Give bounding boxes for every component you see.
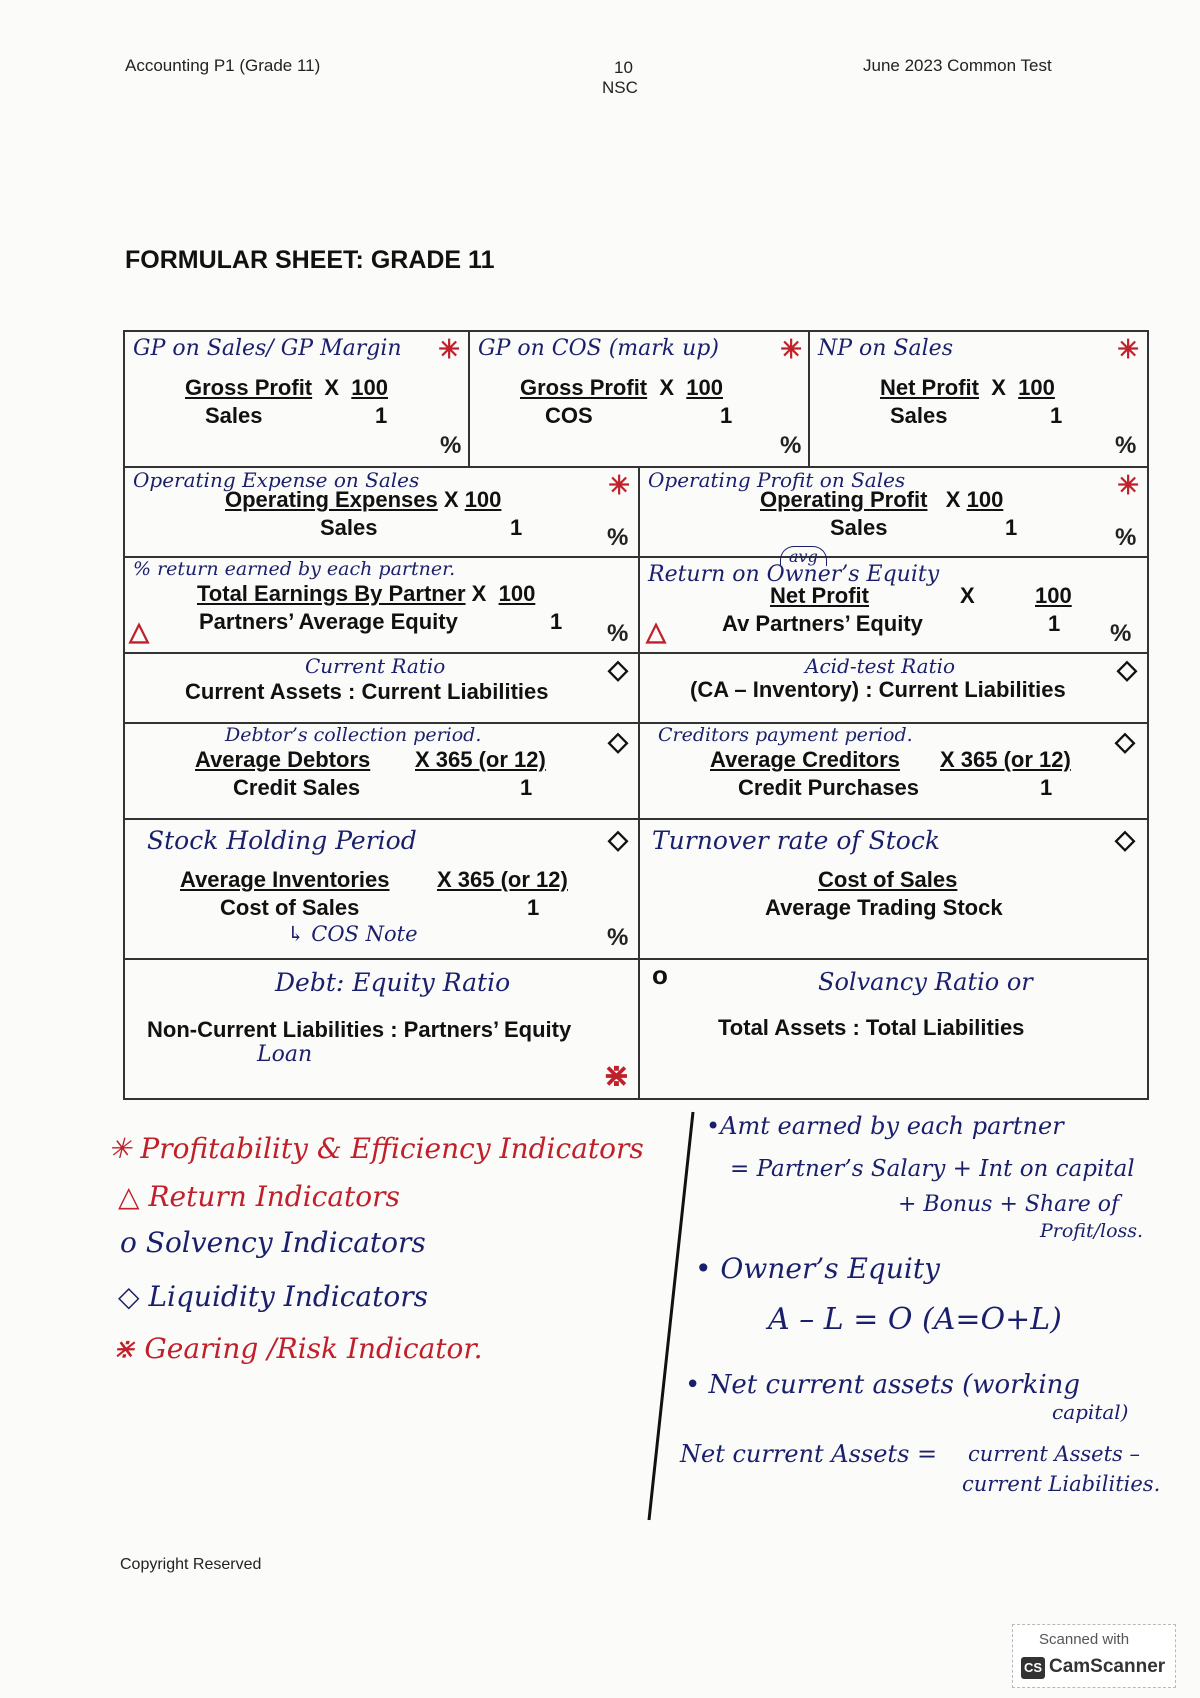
numerator: Total Earnings By Partner xyxy=(197,581,466,606)
numerator: Cost of Sales xyxy=(818,867,958,892)
solvency-icon: o xyxy=(120,1226,137,1259)
legend-text: Profitability & Efficiency Indicators xyxy=(140,1132,644,1165)
percent-mark: % xyxy=(607,620,629,647)
denominator: Credit Purchases xyxy=(738,775,919,800)
times: X xyxy=(945,487,961,512)
cell-label: Stock Holding Period xyxy=(147,826,417,855)
numerator: Net Profit xyxy=(880,375,979,400)
cell-label: Return on Owner’s Equity xyxy=(648,562,940,587)
multiplier: X 365 (or 12) xyxy=(415,747,546,772)
multiplier: 100 xyxy=(1035,583,1072,608)
legend-text: Return Indicators xyxy=(148,1180,400,1213)
one: 1 xyxy=(527,895,540,920)
multiplier: 100 xyxy=(1018,375,1055,400)
cell-label: NP on Sales xyxy=(818,336,953,361)
cell-label: Turnover rate of Stock xyxy=(652,826,940,855)
loan-note: Loan xyxy=(257,1042,313,1067)
return-icon: △ xyxy=(129,616,149,646)
times: X xyxy=(659,375,675,400)
formula: Total Assets : Total Liabilities xyxy=(718,1015,1025,1040)
page-number: 10 xyxy=(614,58,633,77)
camscanner-badge xyxy=(1012,1624,1176,1688)
copyright: Copyright Reserved xyxy=(120,1556,262,1573)
cell-label: Current Ratio xyxy=(305,654,446,678)
one: 1 xyxy=(1040,775,1053,800)
note-amt-formula-3: Profit/loss. xyxy=(1040,1220,1144,1242)
cell-label: Operating Profit on Sales xyxy=(648,468,906,492)
profitability-icon: ✳ xyxy=(1117,470,1139,500)
legend-text: Liquidity Indicators xyxy=(148,1280,428,1313)
profitability-icon: ✳ xyxy=(608,470,630,500)
legend-solvency xyxy=(120,1226,426,1259)
cell-label: GP on COS (mark up) xyxy=(478,336,719,361)
one: 1 xyxy=(720,403,733,428)
percent-mark: % xyxy=(1110,620,1132,647)
times: X xyxy=(324,375,340,400)
note-amt-earned: •Amt earned by each partner xyxy=(706,1112,1064,1140)
solvency-icon: o xyxy=(652,960,668,990)
one: 1 xyxy=(550,609,563,634)
cell-creditors-period xyxy=(639,723,1148,819)
note-net-current-assets: • Net current assets (working xyxy=(685,1370,1081,1400)
note-amt-formula: = Partner’s Salary + Int on capital xyxy=(730,1156,1135,1182)
denominator: Sales xyxy=(320,515,378,540)
page-title: FORMULAR SHEET: GRADE 11 xyxy=(125,246,495,274)
cell-return-per-partner xyxy=(124,557,639,653)
one: 1 xyxy=(1048,611,1061,636)
cell-label: Acid-test Ratio xyxy=(805,654,956,678)
times: X xyxy=(960,583,975,608)
cell-label: Creditors payment period. xyxy=(658,724,913,746)
cell-label: Solvancy Ratio or xyxy=(818,968,1033,996)
percent-mark: % xyxy=(1115,524,1137,551)
one: 1 xyxy=(520,775,533,800)
numerator: Average Debtors xyxy=(195,747,371,772)
note-nca-current-liabilities: current Liabilities. xyxy=(962,1472,1161,1496)
scanned-with-label: Scanned with xyxy=(1039,1631,1130,1648)
formula: Current Assets : Current Liabilities xyxy=(185,679,549,704)
note-nca-formula: Net current Assets = xyxy=(680,1440,938,1468)
one: 1 xyxy=(1005,515,1018,540)
cell-label: Operating Expense on Sales xyxy=(133,468,420,492)
multiplier: 100 xyxy=(966,487,1004,512)
gearing-icon: ⋇ xyxy=(603,1057,630,1093)
denominator: Sales xyxy=(890,403,948,428)
denominator: Cost of Sales xyxy=(220,895,360,920)
cell-debt-equity xyxy=(124,959,639,1099)
header-right: June 2023 Common Test xyxy=(863,56,1052,75)
cell-opprofit-on-sales xyxy=(639,467,1148,557)
numerator: Operating Expenses xyxy=(225,487,438,512)
multiplier: X 365 (or 12) xyxy=(940,747,1071,772)
percent-mark: % xyxy=(440,432,462,459)
cell-opex-on-sales xyxy=(124,467,639,557)
camscanner-label: CamScanner xyxy=(1049,1656,1166,1677)
liquidity-icon: ◇ xyxy=(1115,824,1135,854)
formula: Non-Current Liabilities : Partners’ Equity xyxy=(147,1017,572,1042)
liquidity-icon: ◇ xyxy=(1115,726,1135,756)
cell-return-on-equity xyxy=(639,547,1148,653)
liquidity-icon: ◇ xyxy=(118,1280,140,1313)
gearing-icon: ⋇ xyxy=(112,1332,136,1365)
formula: (CA – Inventory) : Current Liabilities xyxy=(690,677,1066,702)
legend-text: Gearing /Risk Indicator. xyxy=(144,1332,483,1365)
legend-liquidity xyxy=(118,1280,428,1313)
header-left: Accounting P1 (Grade 11) xyxy=(125,56,321,75)
return-icon: △ xyxy=(118,1180,140,1213)
avg-note: avg xyxy=(780,546,827,566)
profitability-icon: ✳ xyxy=(438,334,460,364)
one: 1 xyxy=(1050,403,1063,428)
multiplier: 100 xyxy=(686,375,724,400)
legend-gearing xyxy=(112,1332,483,1365)
cell-label: Debt: Equity Ratio xyxy=(275,968,511,997)
denominator: Partners’ Average Equity xyxy=(199,609,458,634)
camscanner-icon: CS xyxy=(1021,1657,1045,1679)
multiplier: 100 xyxy=(464,487,502,512)
denominator: Av Partners’ Equity xyxy=(722,611,923,636)
cell-solvency xyxy=(639,959,1148,1099)
percent-mark: % xyxy=(780,432,802,459)
multiplier: 100 xyxy=(351,375,389,400)
numerator: Gross Profit xyxy=(520,375,648,400)
profitability-icon: ✳ xyxy=(108,1132,132,1165)
legend-profitability xyxy=(108,1132,644,1165)
cell-np-on-sales xyxy=(809,331,1148,467)
numerator: Average Creditors xyxy=(710,747,900,772)
cell-gp-on-cos xyxy=(469,331,809,467)
note-accounting-equation: A – L = O (A=O+L) xyxy=(768,1302,1062,1337)
liquidity-icon: ◇ xyxy=(608,654,628,684)
cell-acid-test xyxy=(639,653,1148,723)
formula-table xyxy=(123,330,1149,1100)
times: X xyxy=(991,375,1006,400)
return-icon: △ xyxy=(646,616,666,646)
times: X xyxy=(443,487,459,512)
legend-return xyxy=(118,1180,400,1213)
note-amt-formula-2: + Bonus + Share of xyxy=(898,1192,1120,1217)
times: X xyxy=(471,581,487,606)
numerator: Gross Profit xyxy=(185,375,313,400)
cos-note: ↳ COS Note xyxy=(287,922,418,946)
denominator: Sales xyxy=(830,515,888,540)
note-nca-current-assets: current Assets – xyxy=(968,1442,1140,1466)
profitability-icon: ✳ xyxy=(1117,334,1139,364)
numerator: Net Profit xyxy=(770,583,869,608)
one: 1 xyxy=(375,403,388,428)
note-working-capital: capital) xyxy=(1052,1400,1129,1424)
cell-label: Debtor’s collection period. xyxy=(225,724,482,746)
profitability-icon: ✳ xyxy=(780,334,802,364)
header-nsc: NSC xyxy=(602,78,638,97)
numerator: Average Inventories xyxy=(180,867,390,892)
cell-gp-on-sales xyxy=(124,331,469,467)
one: 1 xyxy=(510,515,523,540)
liquidity-icon: ◇ xyxy=(608,824,628,854)
note-owners-equity: • Owner’s Equity xyxy=(695,1252,940,1285)
denominator: Sales xyxy=(205,403,263,428)
cell-stock-holding xyxy=(124,819,639,959)
legend-text: Solvency Indicators xyxy=(145,1226,426,1259)
numerator: Operating Profit xyxy=(760,487,928,512)
cell-current-ratio xyxy=(124,653,639,723)
denominator: Average Trading Stock xyxy=(765,895,1003,920)
percent-mark: % xyxy=(607,924,629,951)
cell-debtors-period xyxy=(124,723,639,819)
multiplier: 100 xyxy=(498,581,536,606)
percent-mark: % xyxy=(607,524,629,551)
cell-label: % return earned by each partner. xyxy=(133,558,456,580)
liquidity-icon: ◇ xyxy=(608,726,628,756)
cell-label: GP on Sales/ GP Margin xyxy=(133,336,402,361)
percent-mark: % xyxy=(1115,432,1137,459)
denominator: COS xyxy=(545,403,593,428)
cell-stock-turnover xyxy=(639,819,1148,959)
denominator: Credit Sales xyxy=(233,775,361,800)
liquidity-icon: ◇ xyxy=(1117,654,1137,684)
multiplier: X 365 (or 12) xyxy=(437,867,568,892)
